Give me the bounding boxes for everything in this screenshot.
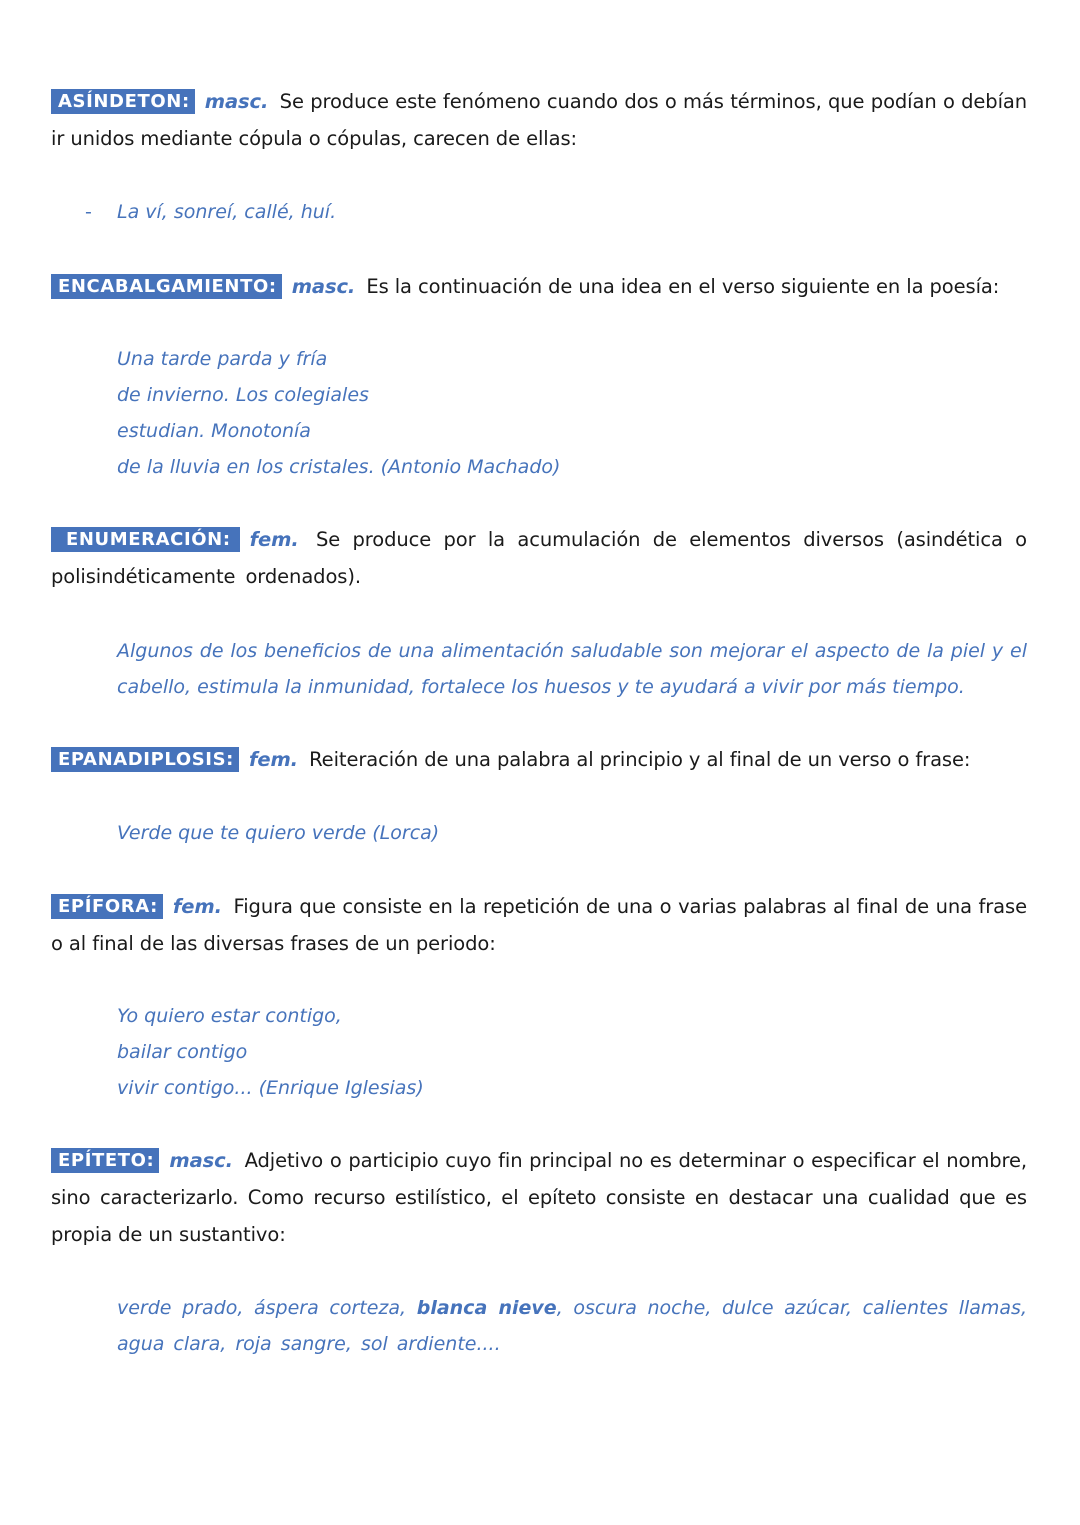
definition-text: Reiteración de una palabra al principio y al final de un verso o frase:: [309, 748, 971, 771]
definition-text: Se produce por la acumulación de elementos diversos (asindética o polisindéticamente ordenados).: [51, 528, 1027, 588]
term-label: EPÍTETO:: [51, 1148, 159, 1173]
entry-enumeracion: [51, 521, 1027, 595]
gender-label: masc.: [204, 90, 269, 113]
entry-epanadiplosis: [51, 741, 1027, 778]
definition-epifora: [51, 888, 1027, 962]
verse-line: de invierno. Los colegiales: [117, 384, 369, 406]
example-text: [117, 1290, 1027, 1362]
term-label: EPÍFORA:: [51, 894, 163, 919]
example-encabalgamiento: [117, 341, 1027, 485]
verse-line: bailar contigo: [117, 1041, 248, 1063]
gender-label: masc.: [291, 275, 356, 298]
example-text: La ví, sonreí, callé, huí.: [117, 201, 337, 223]
definition-asindeton: [51, 83, 1027, 157]
gender-label: fem.: [248, 748, 298, 771]
definition-enumeracion: [51, 521, 1027, 595]
example-text: Verde que te quiero verde (Lorca): [117, 822, 440, 844]
verse-line: Yo quiero estar contigo,: [117, 1005, 342, 1027]
term-label: EPANADIPLOSIS:: [51, 747, 239, 772]
example-text: Algunos de los beneficios de una alimentación saludable son mejorar el aspecto de la piel y el cabello, estimula la inmunidad, fortalece los huesos y te ayudará a vivir por más tiempo.: [117, 640, 1027, 698]
entry-epifora: [51, 888, 1027, 962]
example-epanadiplosis: [117, 815, 1027, 851]
entry-epiteto: [51, 1142, 1027, 1253]
example-part: verde prado, áspera corteza,: [117, 1297, 417, 1319]
example-asindeton: [117, 194, 1027, 230]
definition-epiteto: [51, 1142, 1027, 1253]
gender-label: fem.: [172, 895, 222, 918]
term-label: ASÍNDETON:: [51, 89, 195, 114]
definition-epanadiplosis: [51, 741, 1027, 778]
example-enumeracion: [117, 633, 1027, 705]
verse-line: vivir contigo... (Enrique Iglesias): [117, 1077, 424, 1099]
bullet-dash: -: [85, 201, 92, 223]
gender-label: fem.: [249, 528, 299, 551]
example-bold-part: blanca nieve: [416, 1297, 557, 1319]
definition-text: Figura que consiste en la repetición de una o varias palabras al final de una frase o al final de las diversas frases de un periodo:: [51, 895, 1027, 955]
gender-label: masc.: [169, 1149, 233, 1172]
example-part: , oscura noche, dulce azúcar, calientes llamas, agua clara, roja sangre, sol ardiente....: [117, 1297, 1027, 1355]
example-epifora: [117, 998, 1027, 1106]
term-label: ENCABALGAMIENTO:: [51, 274, 282, 299]
definition-encabalgamiento: [51, 268, 1027, 305]
definition-text: Se produce este fenómeno cuando dos o más términos, que podían o debían ir unidos mediante cópula o cópulas, carecen de ellas:: [51, 90, 1028, 150]
verse-line: de la lluvia en los cristales. (Antonio Machado): [117, 456, 561, 478]
entry-asindeton: [51, 83, 1027, 157]
verse-line: Una tarde parda y fría: [117, 348, 328, 370]
term-label: ENUMERACIÓN:: [51, 527, 240, 552]
example-epiteto: [117, 1290, 1027, 1362]
definition-text: Adjetivo o participio cuyo fin principal no es determinar o especificar el nombre, sino caracterizarlo. Como recurso estilístico, el epíteto consiste en destacar una cualidad que es propia de un sustantivo:: [51, 1149, 1027, 1246]
definition-text: Es la continuación de una idea en el verso siguiente en la poesía:: [366, 275, 1000, 298]
entry-encabalgamiento: [51, 268, 1027, 305]
verse-line: estudian. Monotonía: [117, 420, 311, 442]
